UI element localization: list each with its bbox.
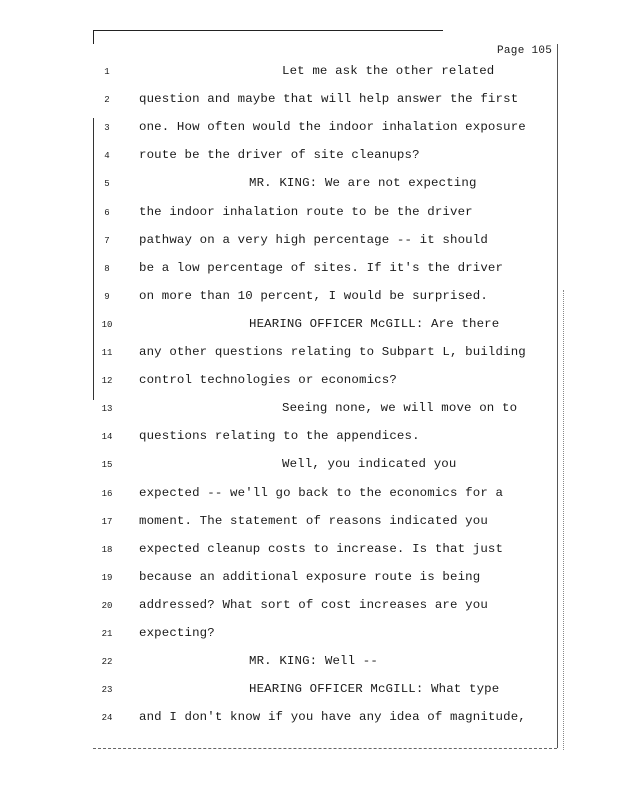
transcript-line bbox=[0, 710, 618, 730]
line-text: because an additional exposure route is being bbox=[139, 569, 481, 584]
line-number: 5 bbox=[104, 179, 110, 190]
top-border-rule bbox=[93, 30, 443, 31]
line-number: 23 bbox=[101, 685, 113, 696]
line-number: 2 bbox=[104, 95, 110, 106]
line-text: expected cleanup costs to increase. Is that just bbox=[139, 541, 504, 556]
transcript-line bbox=[0, 92, 618, 112]
line-number: 16 bbox=[101, 488, 113, 499]
line-text: one. How often would the indoor inhalation exposure bbox=[139, 120, 526, 135]
line-text: any other questions relating to Subpart L, building bbox=[139, 345, 526, 359]
transcript-line bbox=[0, 514, 618, 534]
transcript-line bbox=[0, 120, 618, 140]
line-text: expected -- we'll go back to the economics for a bbox=[139, 485, 504, 500]
page-number: Page 105 bbox=[497, 45, 553, 57]
transcript-line bbox=[0, 542, 618, 562]
line-text: Well, you indicated you bbox=[282, 457, 457, 472]
bottom-border-rule bbox=[93, 748, 557, 749]
transcript-line bbox=[0, 345, 618, 365]
line-text: MR. KING: Well -- bbox=[249, 654, 378, 669]
transcript-line bbox=[0, 176, 618, 196]
line-text: question and maybe that will help answer the first bbox=[139, 92, 519, 107]
line-text: HEARING OFFICER McGILL: Are there bbox=[249, 316, 500, 331]
transcript-line bbox=[0, 682, 618, 702]
line-number: 11 bbox=[101, 348, 113, 358]
top-left-corner-tick bbox=[93, 30, 94, 44]
line-number: 21 bbox=[101, 629, 113, 639]
transcript-line bbox=[0, 373, 618, 393]
transcript-line bbox=[0, 486, 618, 506]
transcript-line bbox=[0, 626, 618, 646]
line-text: Let me ask the other related bbox=[282, 64, 495, 78]
line-text: route be the driver of site cleanups? bbox=[139, 148, 420, 163]
transcript-line bbox=[0, 429, 618, 449]
line-number: 4 bbox=[104, 151, 110, 162]
line-text: the indoor inhalation route to be the driver bbox=[139, 204, 473, 219]
line-number: 18 bbox=[101, 544, 113, 555]
line-text: be a low percentage of sites. If it's the driver bbox=[139, 260, 504, 275]
transcript-line bbox=[0, 654, 618, 674]
transcript-line bbox=[0, 598, 618, 618]
transcript-line bbox=[0, 205, 618, 225]
line-text: Seeing none, we will move on to bbox=[282, 401, 518, 416]
transcript-line bbox=[0, 289, 618, 309]
line-number: 20 bbox=[101, 600, 113, 611]
line-number: 19 bbox=[101, 572, 113, 583]
line-number: 7 bbox=[104, 235, 110, 246]
transcript-line bbox=[0, 261, 618, 281]
line-text: on more than 10 percent, I would be surprised. bbox=[139, 288, 488, 303]
line-number: 22 bbox=[101, 657, 113, 668]
line-number: 10 bbox=[101, 319, 113, 330]
line-text: expecting? bbox=[139, 626, 215, 640]
transcript-line bbox=[0, 401, 618, 421]
transcript-line bbox=[0, 148, 618, 168]
line-text: questions relating to the appendices. bbox=[139, 429, 420, 444]
line-number: 13 bbox=[101, 404, 113, 415]
line-number: 17 bbox=[101, 516, 113, 527]
transcript-line bbox=[0, 317, 618, 337]
line-number: 24 bbox=[101, 713, 113, 724]
line-text: pathway on a very high percentage -- it should bbox=[139, 232, 488, 247]
line-number: 1 bbox=[104, 67, 110, 77]
line-number: 3 bbox=[104, 123, 110, 134]
line-number: 14 bbox=[101, 432, 113, 443]
line-number: 6 bbox=[104, 207, 110, 218]
line-number: 9 bbox=[104, 291, 110, 302]
line-number: 15 bbox=[101, 460, 113, 471]
line-text: addressed? What sort of cost increases are you bbox=[139, 597, 488, 612]
line-text: control technologies or economics? bbox=[139, 373, 397, 388]
transcript-line bbox=[0, 233, 618, 253]
transcript-line bbox=[0, 570, 618, 590]
line-number: 8 bbox=[104, 263, 110, 274]
line-text: HEARING OFFICER McGILL: What type bbox=[249, 682, 500, 697]
line-text: moment. The statement of reasons indicated you bbox=[139, 513, 488, 528]
line-text: MR. KING: We are not expecting bbox=[249, 176, 477, 191]
line-text: and I don't know if you have any idea of magnitude, bbox=[139, 710, 526, 725]
transcript-line bbox=[0, 457, 618, 477]
transcript-line bbox=[0, 64, 618, 84]
line-number: 12 bbox=[101, 376, 113, 387]
